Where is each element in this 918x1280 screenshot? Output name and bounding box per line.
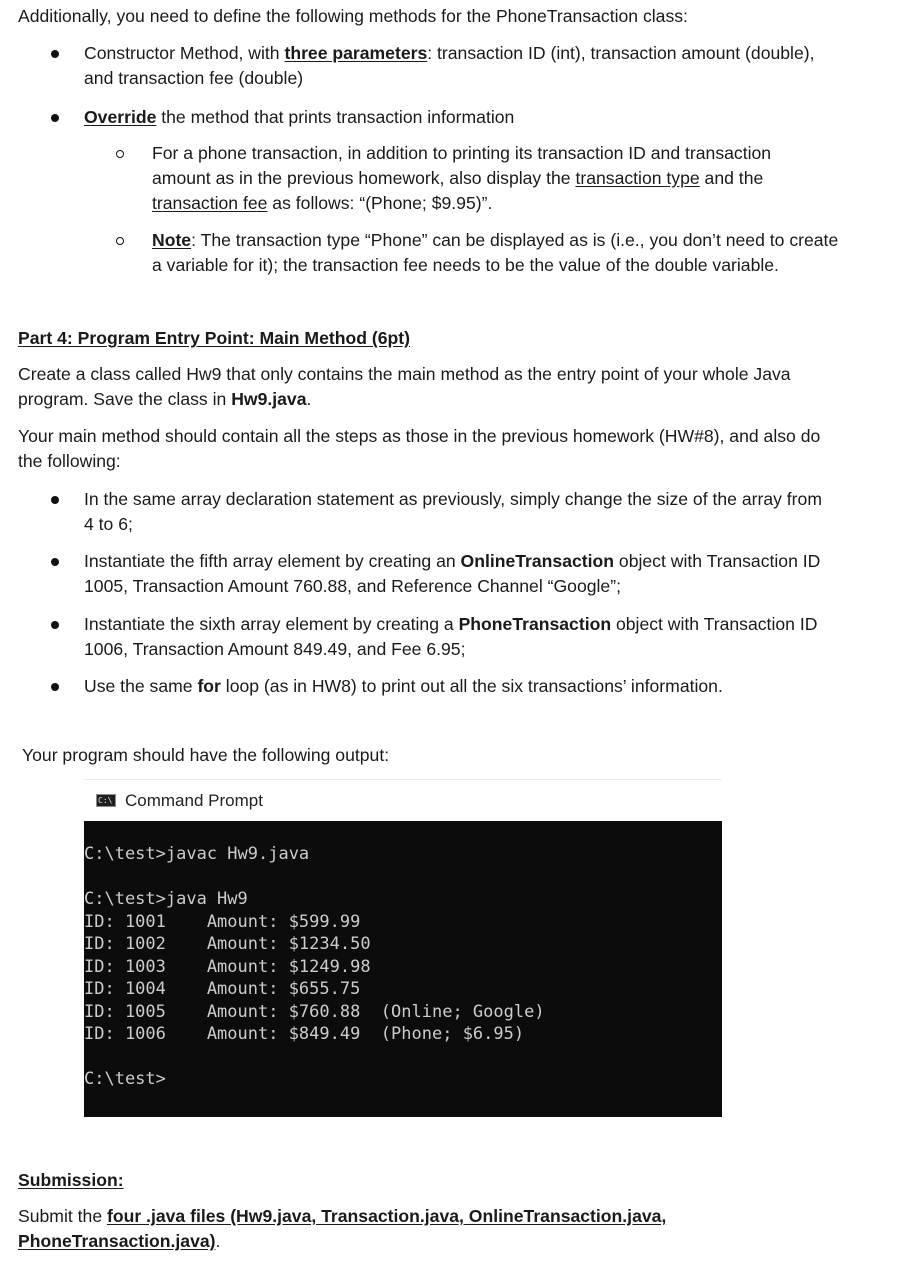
terminal-line: C:\test>java Hw9: [84, 889, 248, 909]
bullet-dot: [51, 683, 59, 691]
bullet-dot: [51, 558, 59, 566]
array-size-item: In the same array declaration statement as previously, simply change the size of the array from 4 to 6;: [84, 489, 822, 534]
bullet-dot: [51, 621, 59, 629]
terminal-line: ID: 1005 Amount: $760.88 (Online; Google): [84, 1002, 545, 1022]
terminal-line: ID: 1002 Amount: $1234.50: [84, 934, 371, 954]
phone-output-item: For a phone transaction, in addition to printing its transaction ID and transaction amount as in the previous homework, also display the transaction type and the transaction fee as follows: “(Phone; $9.95)”.: [152, 143, 772, 213]
for-loop-item: Use the same for loop (as in HW8) to print out all the six transactions’ information.: [84, 676, 723, 696]
command-prompt-icon: C:\: [96, 794, 116, 807]
sub-bullet: [116, 237, 124, 245]
bullet-dot: [51, 50, 59, 58]
submission-text: Submit the four .java files (Hw9.java, Transaction.java, OnlineTransaction.java, PhoneTransaction.java).: [18, 1206, 667, 1251]
bullet-dot: [51, 114, 59, 122]
terminal-line: ID: 1006 Amount: $849.49 (Phone; $6.95): [84, 1024, 525, 1044]
note-item: Note: The transaction type “Phone” can be displayed as is (i.e., you don’t need to create a variable for it); the transaction fee needs to be the value of the double variable.: [152, 230, 839, 275]
command-prompt-title: Command Prompt: [125, 790, 263, 810]
terminal-line: C:\test>: [84, 1069, 166, 1089]
bullet-dot: [51, 496, 59, 504]
command-prompt-titlebar: [84, 779, 722, 820]
constructor-item: Constructor Method, with three parameters: transaction ID (int), transaction amount (double), and transaction fee (double): [84, 43, 815, 88]
output-intro: Your program should have the following output:: [22, 745, 390, 765]
fifth-element-item: Instantiate the fifth array element by creating an OnlineTransaction object with Transaction ID 1005, Transaction Amount 760.88, and Reference Channel “Google”;: [84, 551, 821, 596]
terminal-window: [84, 821, 722, 1117]
terminal-line: ID: 1001 Amount: $599.99: [84, 912, 361, 932]
sixth-element-item: Instantiate the sixth array element by creating a PhoneTransaction object with Transaction ID 1006, Transaction Amount 849.49, and Fee 6.95;: [84, 614, 818, 659]
terminal-line: ID: 1003 Amount: $1249.98: [84, 957, 371, 977]
part4-paragraph-2: Your main method should contain all the steps as those in the previous homework (HW#8), and also do the following:: [18, 426, 821, 471]
terminal-line: C:\test>javac Hw9.java: [84, 844, 310, 864]
override-emphasis: Override: [84, 107, 157, 127]
part4-paragraph-1: Create a class called Hw9 that only contains the main method as the entry point of your whole Java program. Save the class in Hw9.java.: [18, 364, 791, 409]
three-parameters-emphasis: three parameters: [284, 43, 428, 63]
submission-heading: Submission:: [18, 1170, 124, 1190]
part4-heading: Part 4: Program Entry Point: Main Method (6pt): [18, 328, 410, 348]
intro-text: Additionally, you need to define the following methods for the PhoneTransaction class:: [18, 6, 688, 26]
override-item: Override the method that prints transaction information: [84, 107, 515, 127]
sub-bullet: [116, 150, 124, 158]
terminal-line: ID: 1004 Amount: $655.75: [84, 979, 361, 999]
